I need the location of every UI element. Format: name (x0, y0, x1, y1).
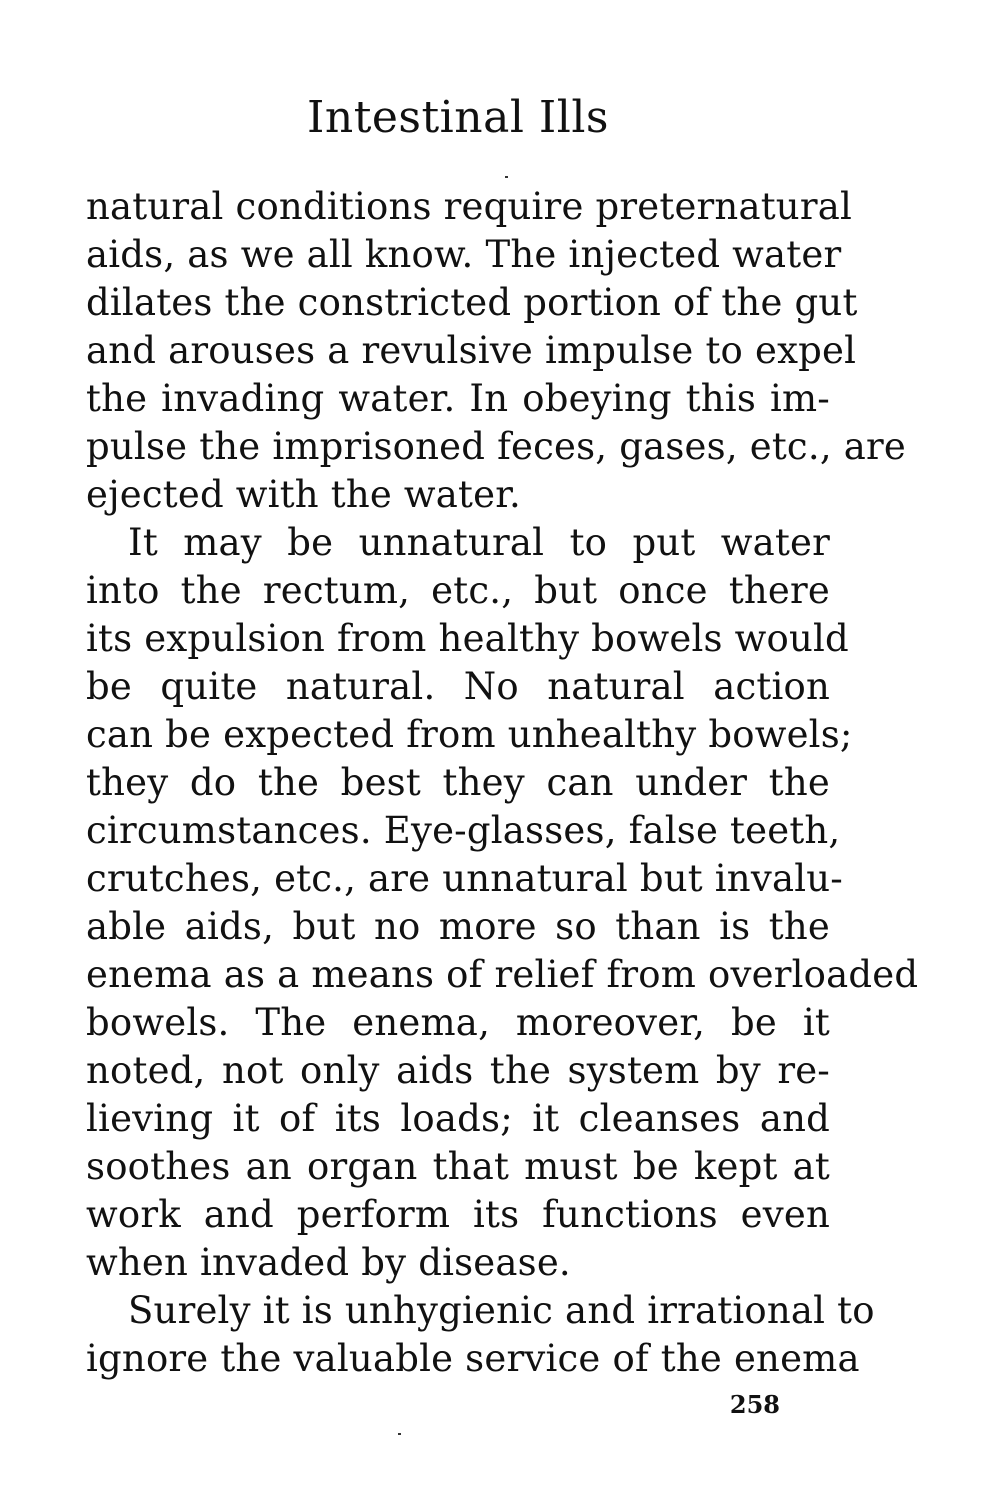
running-head: Intestinal Ills (306, 92, 609, 143)
text-line: aids, as we all know. The injected water (86, 233, 842, 276)
text-line: when invaded by disease. (86, 1241, 571, 1284)
text-line: lieving it of its loads; it cleanses and (86, 1097, 830, 1140)
text-line: circumstances. Eye-glasses, false teeth, (86, 809, 841, 852)
text-line: noted, not only aids the system by re- (86, 1049, 830, 1092)
paragraph (86, 1287, 875, 1383)
text-line: It may be unnatural to put water (128, 521, 830, 564)
text-line: able aids, but no more so than is the (86, 905, 830, 948)
print-speck (398, 1433, 401, 1435)
print-speck (505, 176, 508, 178)
text-line: dilates the constricted portion of the gut (86, 281, 858, 324)
text-line: the invading water. In obeying this im- (86, 377, 830, 420)
text-line: bowels. The enema, moreover, be it (86, 1001, 830, 1044)
body-text (86, 183, 919, 1383)
text-line: work and perform its functions even (86, 1193, 830, 1236)
text-line: pulse the imprisoned feces, gases, etc., are (86, 425, 906, 468)
text-line: ignore the valuable service of the enema (86, 1337, 860, 1380)
text-line: ejected with the water. (86, 473, 521, 516)
paragraph (86, 519, 919, 1287)
text-line: can be expected from unhealthy bowels; (86, 713, 853, 756)
text-line: be quite natural. No natural action (86, 665, 830, 708)
text-line: they do the best they can under the (86, 761, 830, 804)
text-line: its expulsion from healthy bowels would (86, 617, 849, 660)
text-line: enema as a means of relief from overloaded (86, 953, 919, 996)
text-line: into the rectum, etc., but once there (86, 569, 830, 612)
text-line: Surely it is unhygienic and irrational to (128, 1289, 875, 1332)
text-line: crutches, etc., are unnatural but invalu- (86, 857, 843, 900)
text-line: soothes an organ that must be kept at (86, 1145, 830, 1188)
text-line: natural conditions require preternatural (86, 185, 852, 228)
page-number: 258 (729, 1390, 780, 1419)
text-line: and arouses a revulsive impulse to expel (86, 329, 857, 372)
paragraph (86, 183, 906, 519)
